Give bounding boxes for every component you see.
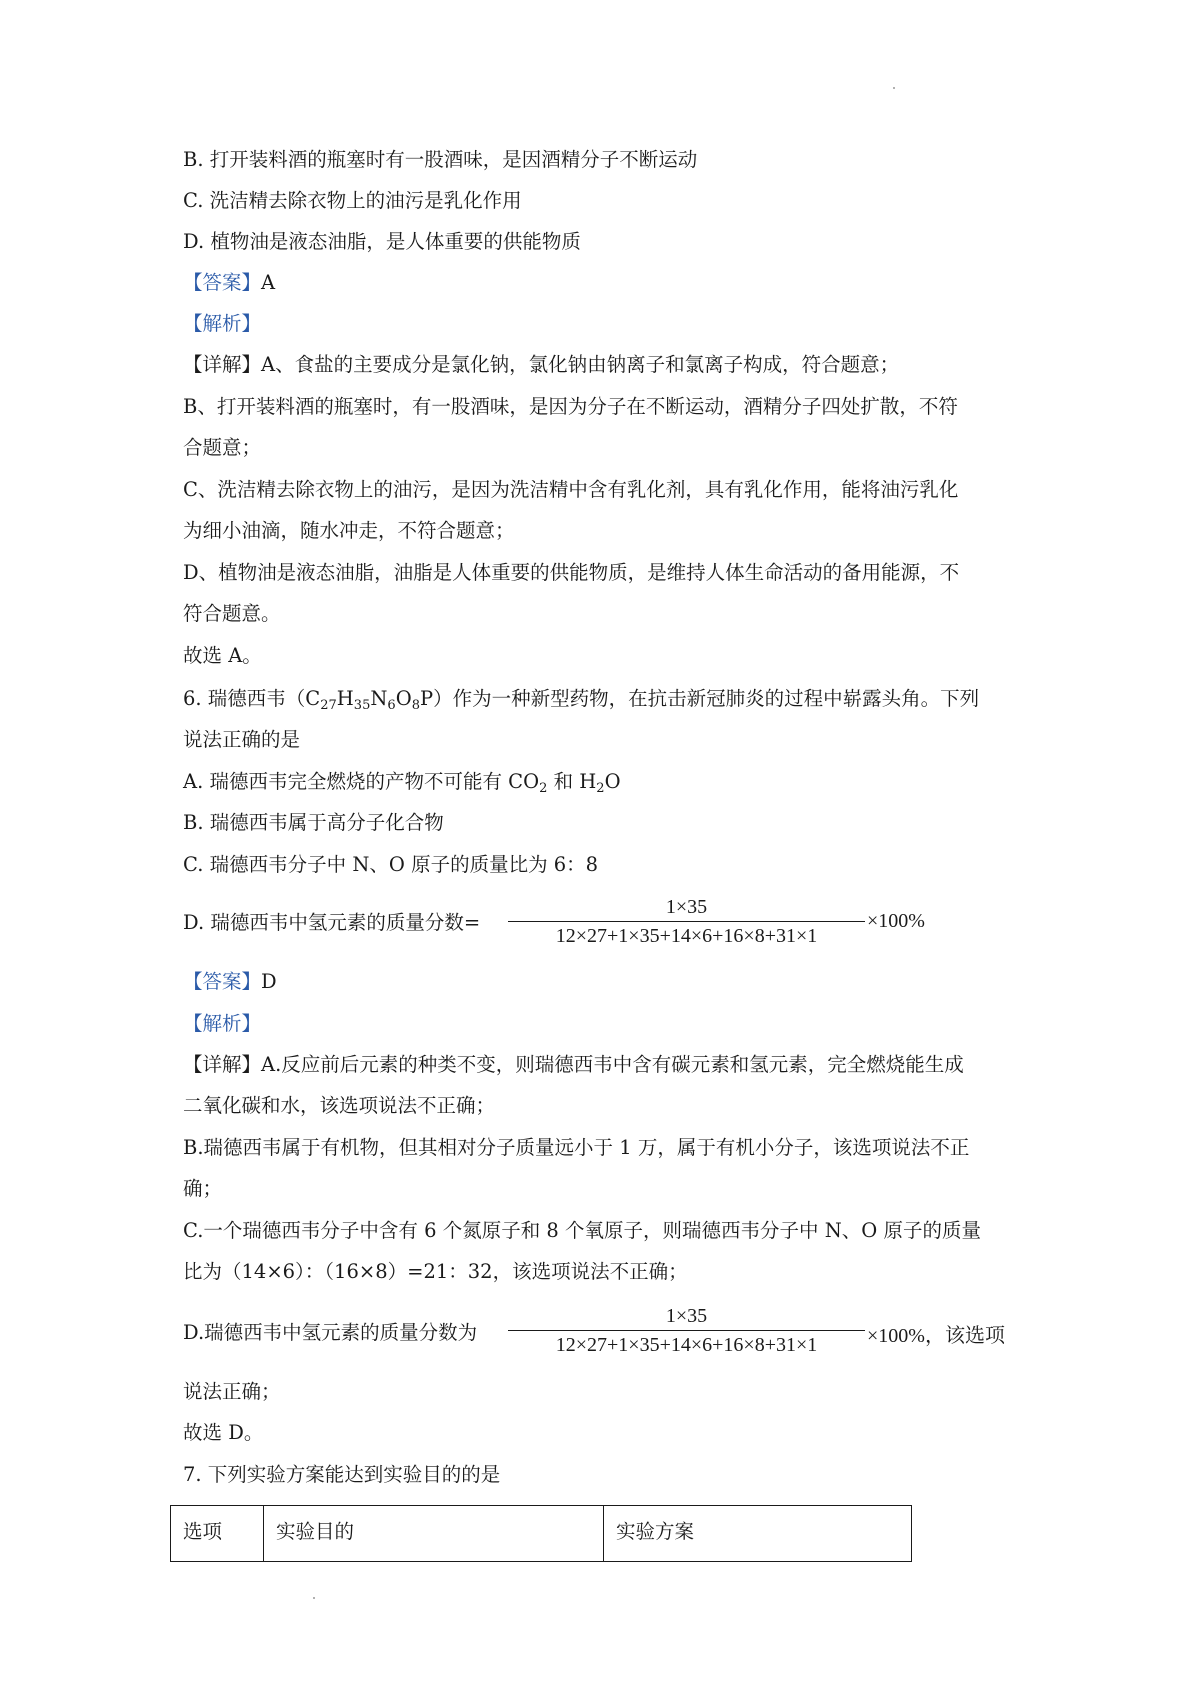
q6-detail-d-text: D.瑞德西韦中氢元素的质量分数为 <box>183 1321 478 1344</box>
q7-options-table <box>170 1505 912 1562</box>
q6-detail-d-tail: ×100%，该选项 <box>867 1325 1005 1347</box>
q6-detail-b-line1: B.瑞德西韦属于有机物，但其相对分子质量远小于 1 万，属于有机小分子，该选项说法不正 <box>183 1136 970 1159</box>
q5-conclusion: 故选 A。 <box>183 644 262 667</box>
q5-answer <box>183 268 275 298</box>
scan-speck <box>313 1597 315 1599</box>
q6-option-d-text: D. 瑞德西韦中氢元素的质量分数= <box>183 911 481 934</box>
answer-value: D <box>261 970 277 993</box>
q6-option-d-fraction <box>508 893 865 950</box>
table-header-option: 选项 <box>171 1506 264 1562</box>
fraction-denominator: 12×27+1×35+14×6+16×8+31×1 <box>555 1334 818 1356</box>
answer-label: 【答案】 <box>183 970 262 993</box>
q6-option-d-percent: ×100% <box>867 910 925 932</box>
q5-detail-d-line2: 符合题意。 <box>183 602 281 625</box>
answer-value: A <box>261 271 276 294</box>
q6-detail-c-line2: 比为（14×6）：（16×8）=21：32，该选项说法不正确； <box>183 1260 688 1283</box>
q6-detail-d-fraction <box>508 1302 865 1359</box>
q5-detail-a: 【详解】A、食盐的主要成分是氯化钠，氯化钠由钠离子和氯离子构成，符合题意； <box>183 353 900 376</box>
q5-detail-c-line1: C、洗洁精去除衣物上的油污，是因为洗洁精中含有乳化剂，具有乳化作用，能将油污乳化 <box>183 478 959 501</box>
q6-detail-c-line1: C.一个瑞德西韦分子中含有 6 个氮原子和 8 个氧原子，则瑞德西韦分子中 N、O 原子的质量 <box>183 1219 981 1242</box>
q5-option-b: B. 打开装料酒的瓶塞时有一股酒味，是因酒精分子不断运动 <box>183 148 698 171</box>
q6-detail-a-line1: 【详解】A.反应前后元素的种类不变，则瑞德西韦中含有碳元素和氢元素，完全燃烧能生成 <box>183 1053 964 1076</box>
detail-label: 【详解】 <box>183 1053 262 1076</box>
q5-detail-d-line1: D、植物油是液态油脂，油脂是人体重要的供能物质，是维持人体生命活动的备用能源，不 <box>183 561 960 584</box>
answer-label: 【答案】 <box>183 271 262 294</box>
q5-detail-b-line1: B、打开装料酒的瓶塞时，有一股酒味，是因为分子在不断运动，酒精分子四处扩散，不符 <box>183 395 958 418</box>
fraction-numerator: 1×35 <box>665 1305 708 1327</box>
q6-option-a: A. 瑞德西韦完全燃烧的产物不可能有 $CO_2$ 和 $H_2O$ <box>183 770 621 796</box>
q6-detail-a-line2: 二氧化碳和水，该选项说法不正确； <box>183 1094 496 1117</box>
q5-analysis-label: 【解析】 <box>183 312 262 335</box>
q6-analysis-label: 【解析】 <box>183 1012 262 1035</box>
q6-detail-b-line2: 确； <box>183 1177 223 1200</box>
fraction-numerator: 1×35 <box>665 896 708 918</box>
q6-stem-line2: 说法正确的是 <box>183 728 301 751</box>
q5-detail-b-line2: 合题意； <box>183 436 262 459</box>
detail-label: 【详解】 <box>183 353 262 376</box>
fraction-denominator: 12×27+1×35+14×6+16×8+31×1 <box>555 925 818 947</box>
q5-option-d: D. 植物油是液态油脂，是人体重要的供能物质 <box>183 230 581 253</box>
q6-conclusion: 故选 D。 <box>183 1421 264 1444</box>
table-header-purpose: 实验目的 <box>264 1506 604 1562</box>
q6-answer <box>183 967 277 997</box>
q5-detail-c-line2: 为细小油滴，随水冲走，不符合题意； <box>183 519 515 542</box>
q5-option-c: C. 洗洁精去除衣物上的油污是乳化作用 <box>183 189 522 212</box>
q7-stem: 7. 下列实验方案能达到实验目的的是 <box>183 1463 501 1486</box>
q6-detail-d-line2: 说法正确； <box>183 1380 281 1403</box>
q6-option-b: B. 瑞德西韦属于高分子化合物 <box>183 811 444 834</box>
q6-stem-line1: 6. 瑞德西韦$(C_{27}H_{35}N_6O_8P)$作为一种新型药物，在抗击新冠肺炎的过程中崭露头角。下列 <box>183 687 980 713</box>
table-header-row <box>171 1506 912 1562</box>
table-header-method: 实验方案 <box>604 1506 912 1562</box>
q6-option-c: C. 瑞德西韦分子中 N、O 原子的质量比为 6：8 <box>183 853 599 876</box>
scan-speck <box>893 87 895 89</box>
